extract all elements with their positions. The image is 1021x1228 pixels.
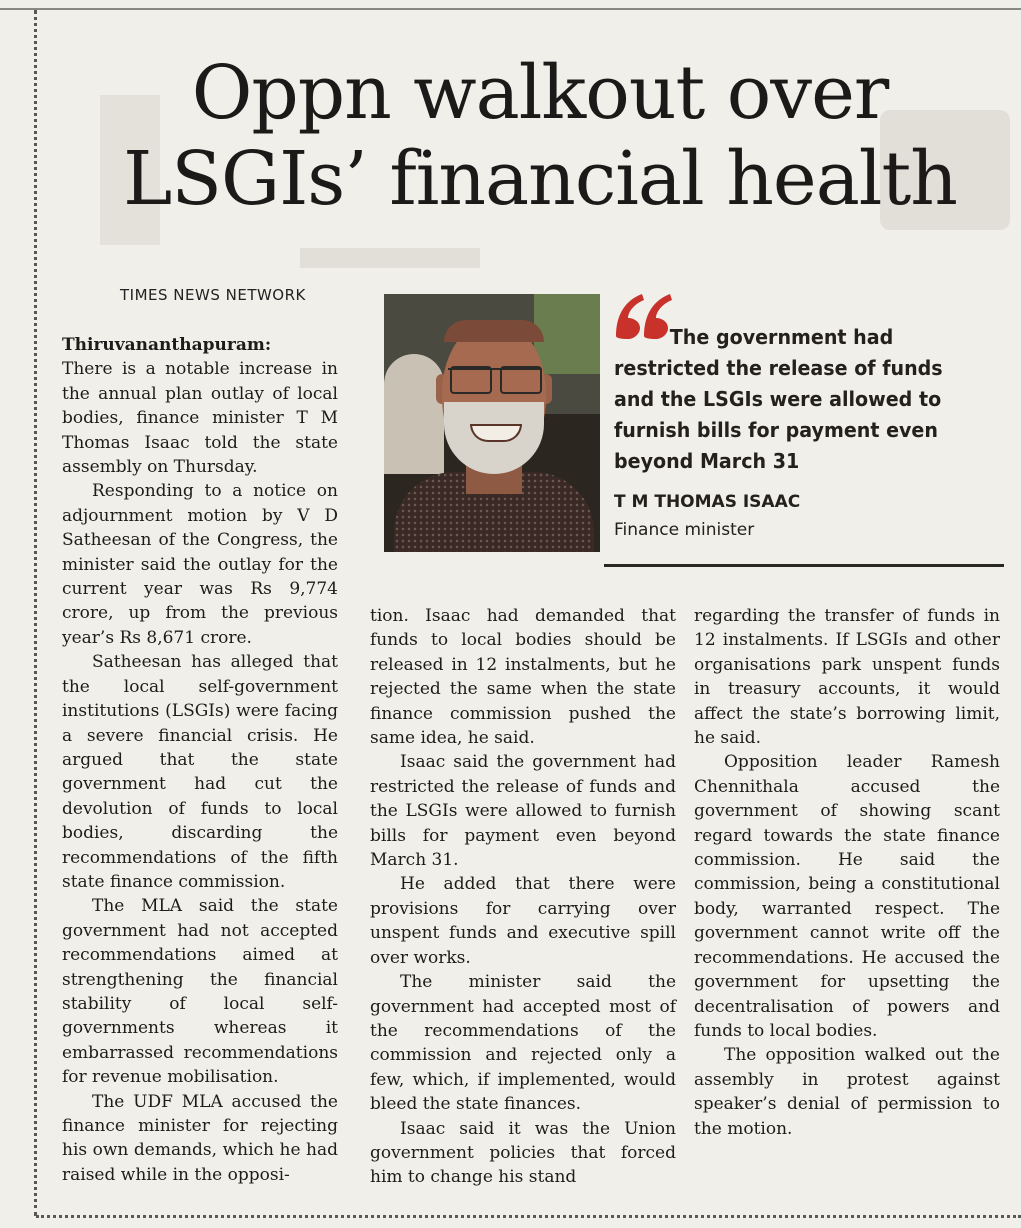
article-paragraph: tion. Isaac had demanded that funds to local bodies should be released in 12 instalments, but he rejected the same when the state finance commission pushed the same idea, he said. — [370, 606, 676, 749]
photo-glasses-left-lens — [450, 366, 492, 394]
article-column-1 — [62, 333, 338, 1187]
article-paragraph: He added that there were provisions for carrying over unspent funds and executive spill over works. — [370, 874, 676, 968]
headline — [80, 50, 1000, 222]
photo-hair — [444, 320, 544, 342]
pull-quote-text: The government had restricted the release of funds and the LSGIs were allowed to furnish bills for payment even beyond March 31 — [614, 325, 943, 473]
pull-quote-attribution-role: Finance minister — [614, 520, 755, 540]
headline-line-1: Oppn walkout over — [191, 50, 889, 136]
article-paragraph: The MLA said the state government had not accepted recommendations aimed at strengthening the financial stability of local self-governments whereas it embarrassed recommendations for revenue mobilisation. — [62, 896, 338, 1088]
article-paragraph: Responding to a notice on adjournment motion by V D Satheesan of the Congress, the minister said the outlay for the current year was Rs 9,774 crore, up from the previous year’s Rs 8,671 crore. — [62, 481, 338, 648]
article-paragraph: Satheesan has alleged that the local self-government institutions (LSGIs) were facing a severe financial crisis. He argued that the state government had cut the devolution of funds to local bodies, discarding the recommendations of the fifth state finance commission. — [62, 652, 338, 892]
photo-background-person — [384, 354, 444, 474]
dateline: Thiruvananthapuram: — [62, 335, 272, 355]
article-column-3 — [694, 604, 1000, 1141]
pull-quote — [614, 322, 960, 477]
paragraph-text: There is a notable increase in the annual plan outlay of local bodies, finance minister T M Thomas Isaac told the state assembly on Thursday. — [62, 359, 338, 478]
byline: TIMES NEWS NETWORK — [120, 286, 306, 304]
article-paragraph: Isaac said it was the Union government policies that forced him to change his stand — [370, 1118, 676, 1188]
pull-quote-divider — [604, 564, 1004, 567]
article-paragraph: The opposition walked out the assembly in protest against speaker’s denial of permission to the motion. — [694, 1045, 1000, 1139]
article-paragraph: Opposition leader Ramesh Chennithala accused the government of showing scant regard towards the state finance commission. He said the commission, being a constitutional body, warranted respect. The government cannot write off the recommendations. He accused the government for upsetting the decentralisation of powers and funds to local bodies. — [694, 752, 1000, 1041]
clipping-bottom-cut-line — [36, 1215, 1021, 1218]
minister-photo — [384, 294, 600, 552]
article-paragraph — [62, 333, 338, 479]
article-paragraph: The UDF MLA accused the finance minister for rejecting his own demands, which he had raised while in the opposi- — [62, 1091, 338, 1185]
article-paragraph: Isaac said the government had restricted the release of funds and the LSGIs were allowed to furnish bills for payment even beyond March 31. — [370, 752, 676, 871]
article-paragraph: regarding the transfer of funds in 12 instalments. If LSGIs and other organisations park unspent funds in treasury accounts, it would affect the state’s borrowing limit, he said. — [694, 606, 1000, 749]
bleed-through-shape — [300, 248, 480, 268]
pull-quote-attribution-name: T M THOMAS ISAAC — [614, 492, 801, 512]
photo-glasses-right-lens — [500, 366, 542, 394]
clipping-left-cut-line — [34, 10, 37, 1216]
article-column-2 — [370, 604, 676, 1190]
article-paragraph: The minister said the government had accepted most of the recommendations of the commission and rejected only a few, which, if implemented, would bleed the state finances. — [370, 972, 676, 1115]
clipping-top-edge — [0, 8, 1021, 10]
headline-line-2: LSGIs’ financial health — [123, 136, 957, 222]
photo-foliage — [534, 294, 600, 374]
